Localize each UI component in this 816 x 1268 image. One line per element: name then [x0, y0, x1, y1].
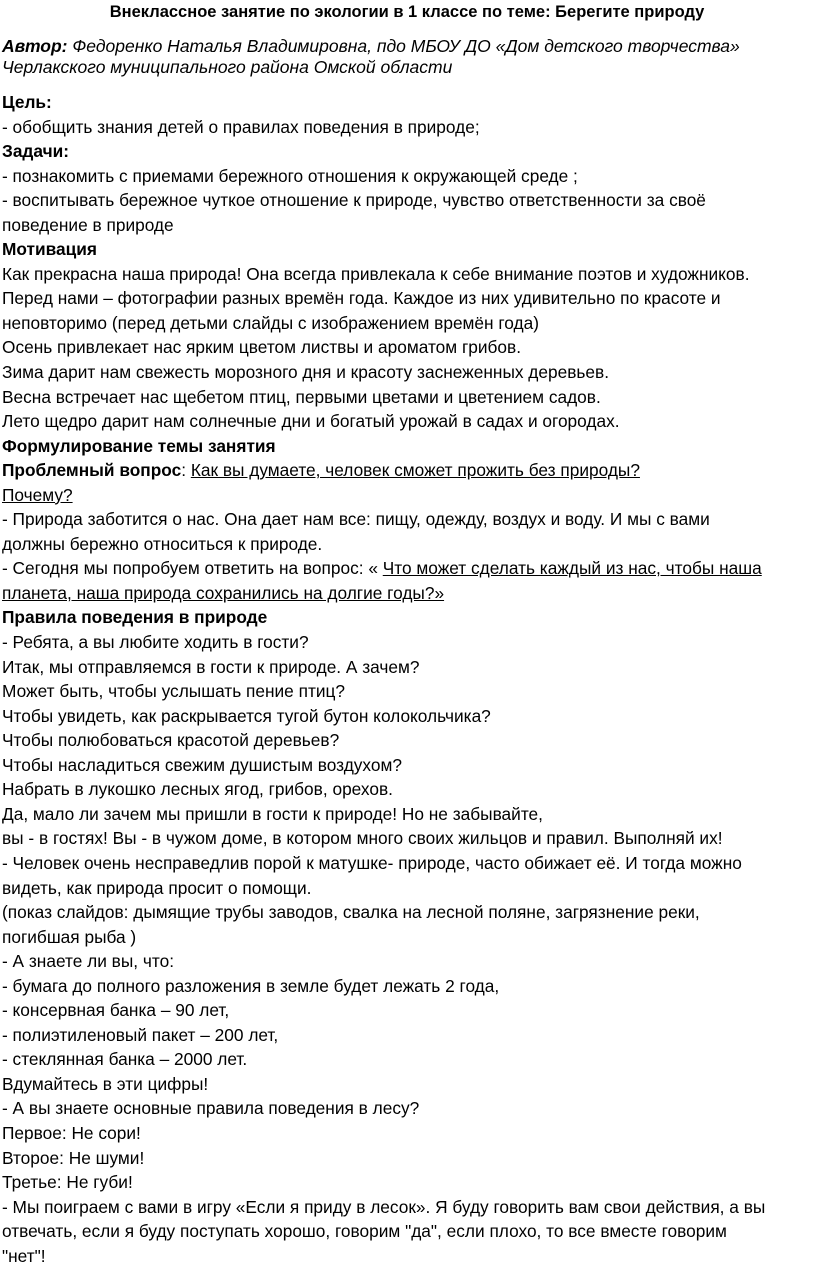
- problem-question-line: [2, 458, 812, 483]
- problem-question-why: Почему?: [2, 484, 73, 505]
- rules-heading: Правила поведения в природе: [2, 607, 268, 628]
- problem-question-label: Проблемный вопрос: [2, 460, 182, 481]
- rules-line: "нет"!: [2, 1245, 46, 1266]
- motivation-line: неповторимо (перед детьми слайды с изображением времён года): [2, 312, 539, 333]
- document-body: [2, 90, 812, 1268]
- rules-line: - А знаете ли вы, что:: [2, 951, 175, 972]
- document-title: Внеклассное занятие по экологии в 1 классе по теме: Берегите природу: [109, 3, 705, 21]
- rules-line: - Мы поиграем с вами в игру «Если я приду в лесок». Я буду говорить вам свои действия, а вы: [2, 1196, 766, 1217]
- tasks-line: поведение в природе: [2, 214, 174, 235]
- rules-line: Может быть, чтобы услышать пение птиц?: [2, 681, 346, 702]
- motivation-line: Весна встречает нас щебетом птиц, первыми цветами и цветением садов.: [2, 386, 601, 407]
- rules-line: Итак, мы отправляемся в гости к природе. А зачем?: [2, 656, 420, 677]
- topic-question-text-2: планета, наша природа сохранились на долгие годы?»: [2, 582, 445, 603]
- rules-line: Чтобы полюбоваться красотой деревьев?: [2, 730, 340, 751]
- rules-line: погибшая рыба ): [2, 926, 137, 947]
- author-line-2: Черлакского муниципального района Омской области: [2, 57, 453, 77]
- rules-line: - полиэтиленовый пакет – 200 лет,: [2, 1024, 279, 1045]
- motivation-heading: Мотивация: [2, 239, 97, 260]
- rules-line: видеть, как природа просит о помощи.: [2, 877, 312, 898]
- rules-line: - стеклянная банка – 2000 лет.: [2, 1049, 248, 1070]
- rules-line: Первое: Не сори!: [2, 1122, 141, 1143]
- rules-line: - А вы знаете основные правила поведения в лесу?: [2, 1098, 420, 1119]
- author-label: Автор:: [2, 36, 68, 56]
- goal-heading: Цель:: [2, 92, 52, 112]
- tasks-line: - воспитывать бережное чуткое отношение к природе, чувство ответственности за своё: [2, 190, 706, 211]
- rules-line: Чтобы насладиться свежим душистым воздухом?: [2, 754, 402, 775]
- motivation-line: Осень привлекает нас ярким цветом листвы и ароматом грибов.: [2, 337, 522, 358]
- topic-line: - Природа заботится о нас. Она дает нам все: пищу, одежду, воздух и воду. И мы с вами: [2, 509, 710, 530]
- rules-line: вы - в гостях! Вы - в чужом доме, в котором много своих жильцов и правил. Выполняй их!: [2, 828, 723, 849]
- topic-line: должны бережно относиться к природе.: [2, 533, 323, 554]
- motivation-line: Зима дарит нам свежесть морозного дня и красоту заснеженных деревьев.: [2, 362, 609, 383]
- author-line-1: [2, 36, 812, 57]
- topic-question-line: [2, 556, 812, 581]
- topic-question-line-2: [2, 581, 812, 606]
- author-name: Федоренко Наталья Владимировна, пдо МБОУ ДО «Дом детского творчества»: [67, 36, 740, 56]
- rules-line: - Человек очень несправедлив порой к матушке- природе, часто обижает её. И тогда можно: [2, 852, 742, 873]
- rules-line: (показ слайдов: дымящие трубы заводов, свалка на лесной поляне, загрязнение реки,: [2, 902, 700, 923]
- tasks-line: - познакомить с приемами бережного отношения к окружающей среде ;: [2, 165, 578, 186]
- topic-question-prefix: - Сегодня мы попробуем ответить на вопрос: «: [2, 558, 383, 579]
- problem-question-separator: :: [181, 460, 191, 481]
- rules-line: Вдумайтесь в эти цифры!: [2, 1073, 209, 1094]
- motivation-line: Лето щедро дарит нам солнечные дни и богатый урожай в садах и огородах.: [2, 411, 620, 432]
- rules-line: - Ребята, а вы любите ходить в гости?: [2, 632, 309, 653]
- topic-question-text: Что может сделать каждый из нас, чтобы наша: [382, 558, 762, 579]
- rules-line: Да, мало ли зачем мы пришли в гости к природе! Но не забывайте,: [2, 803, 543, 824]
- rules-line: Второе: Не шуми!: [2, 1147, 145, 1168]
- motivation-line: Перед нами – фотографии разных времён года. Каждое из них удивительно по красоте и: [2, 288, 721, 309]
- rules-line: - консервная банка – 90 лет,: [2, 1000, 230, 1021]
- author-block: [2, 36, 812, 78]
- goal-line: - обобщить знания детей о правилах поведения в природе;: [2, 116, 480, 137]
- motivation-line: Как прекрасна наша природа! Она всегда привлекала к себе внимание поэтов и художников.: [2, 263, 750, 284]
- rules-line: Набрать в лукошко лесных ягод, грибов, орехов.: [2, 779, 393, 800]
- rules-line: - бумага до полного разложения в земле будет лежать 2 года,: [2, 975, 500, 996]
- tasks-heading: Задачи:: [2, 141, 69, 162]
- rules-line: отвечать, если я буду поступать хорошо, говорим "да", если плохо, то все вместе говорим: [2, 1221, 727, 1242]
- problem-question-text: Как вы думаете, человек сможет прожить без природы?: [190, 460, 640, 481]
- problem-question-line-2: [2, 483, 812, 508]
- rules-line: Третье: Не губи!: [2, 1172, 133, 1193]
- topic-heading: Формулирование темы занятия: [2, 435, 276, 456]
- rules-line: Чтобы увидеть, как раскрывается тугой бутон колокольчика?: [2, 705, 491, 726]
